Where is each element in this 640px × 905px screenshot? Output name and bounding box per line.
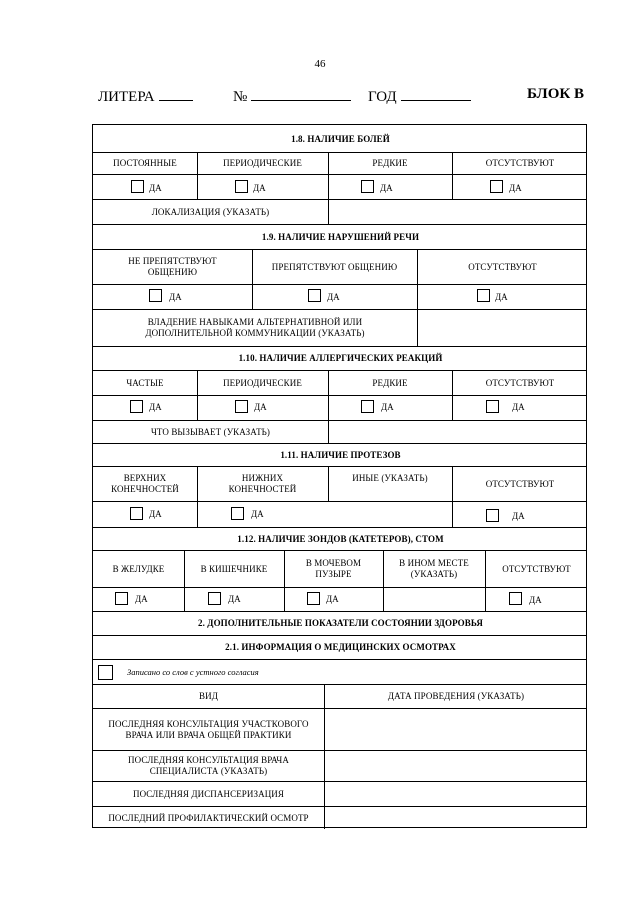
yes-label: ДА — [529, 595, 542, 605]
litera-blank[interactable] — [159, 86, 193, 101]
probes-title: 1.12. НАЛИЧИЕ ЗОНДОВ (КАТЕТЕРОВ), СТОМ — [237, 533, 444, 544]
speech-option-no-obstacle: НЕ ПРЕПЯТСТВУЮТ ОБЩЕНИЮ — [128, 256, 217, 277]
page-number: 46 — [314, 58, 326, 70]
prosthesis-title: 1.11. НАЛИЧИЕ ПРОТЕЗОВ — [280, 449, 401, 460]
yes-label: ДА — [149, 509, 162, 519]
probes-option-stomach: В ЖЕЛУДКЕ — [112, 563, 165, 574]
allergy-absent-checkbox[interactable] — [486, 400, 499, 413]
prosthesis-absent-checkbox[interactable] — [486, 509, 499, 522]
pain-absent-checkbox[interactable] — [490, 180, 503, 193]
probes-option-other: В ИНОМ МЕСТЕ (УКАЗАТЬ) — [399, 558, 469, 579]
yes-label: ДА — [512, 511, 525, 521]
med-row-specialist-consult-date[interactable] — [325, 751, 588, 781]
probes-bladder-checkbox[interactable] — [307, 592, 320, 605]
number-label: № — [233, 89, 248, 105]
allergy-cause-field[interactable] — [329, 421, 588, 443]
yes-label: ДА — [509, 183, 522, 193]
yes-label: ДА — [326, 594, 339, 604]
pain-option-absent: ОТСУТСТВУЮТ — [485, 158, 555, 168]
probes-option-absent: ОТСУТСТВУЮТ — [502, 563, 571, 574]
yes-label: ДА — [512, 402, 525, 412]
prosthesis-option-upper: ВЕРХНИХ КОНЕЧНОСТЕЙ — [111, 473, 179, 494]
year-blank[interactable] — [401, 86, 471, 101]
probes-intestine-checkbox[interactable] — [208, 592, 221, 605]
litera-field — [98, 86, 193, 106]
med-row-gp-consult-date[interactable] — [325, 709, 588, 750]
allergy-option-absent: ОТСУТСТВУЮТ — [485, 377, 555, 388]
speech-option-absent: ОТСУТСТВУЮТ — [468, 261, 537, 272]
pain-option-periodic: ПЕРИОДИЧЕСКИЕ — [223, 158, 302, 168]
consent-checkbox[interactable] — [98, 665, 113, 680]
probes-absent-checkbox[interactable] — [509, 592, 522, 605]
speech-title: 1.9. НАЛИЧИЕ НАРУШЕНИЙ РЕЧИ — [261, 231, 420, 242]
speech-option-obstacle: ПРЕПЯТСТВУЮТ ОБЩЕНИЮ — [271, 261, 398, 272]
yes-label: ДА — [327, 292, 340, 302]
pain-option-constant: ПОСТОЯННЫЕ — [113, 158, 177, 168]
block-label: БЛОК В — [527, 86, 585, 102]
speech-alt-comm-field[interactable] — [418, 310, 588, 346]
probes-option-intestine: В КИШЕЧНИКЕ — [200, 563, 268, 574]
med-col-type: ВИД — [199, 691, 218, 701]
yes-label: ДА — [253, 183, 266, 193]
consent-label: Записано со слов с устного согласия — [127, 667, 259, 677]
probes-other-field[interactable] — [384, 588, 485, 611]
speech-absent-checkbox[interactable] — [477, 289, 490, 302]
pain-title: 1.8. НАЛИЧИЕ БОЛЕЙ — [291, 133, 390, 144]
allergy-option-frequent: ЧАСТЫЕ — [126, 377, 164, 388]
year-label: ГОД — [368, 89, 397, 105]
section-2-title: 2. ДОПОЛНИТЕЛЬНЫЕ ПОКАЗАТЕЛИ СОСТОЯНИИ ЗДОРОВЬЯ — [197, 618, 483, 628]
number-blank[interactable] — [251, 86, 351, 101]
yes-label: ДА — [135, 594, 148, 604]
speech-no-obstacle-checkbox[interactable] — [149, 289, 162, 302]
med-col-date: ДАТА ПРОВЕДЕНИЯ (УКАЗАТЬ) — [387, 691, 525, 701]
allergy-title: 1.10. НАЛИЧИЕ АЛЛЕРГИЧЕСКИХ РЕАКЦИЙ — [238, 353, 443, 363]
number-field — [233, 86, 351, 106]
yes-label: ДА — [251, 509, 264, 519]
med-row-gp-consult: ПОСЛЕДНЯЯ КОНСУЛЬТАЦИЯ УЧАСТКОВОГО ВРАЧА ИЛИ ВРАЧА ОБЩЕЙ ПРАКТИКИ — [108, 718, 309, 740]
prosthesis-other-field[interactable] — [329, 502, 452, 527]
pain-option-rare: РЕДКИЕ — [372, 158, 408, 168]
allergy-periodic-checkbox[interactable] — [235, 400, 248, 413]
med-row-dispensary: ПОСЛЕДНЯЯ ДИСПАНСЕРИЗАЦИЯ — [132, 788, 285, 799]
probes-stomach-checkbox[interactable] — [115, 592, 128, 605]
med-row-specialist-consult: ПОСЛЕДНЯЯ КОНСУЛЬТАЦИЯ ВРАЧА СПЕЦИАЛИСТА (УКАЗАТЬ) — [128, 755, 289, 776]
yes-label: ДА — [254, 402, 267, 412]
yes-label: ДА — [149, 183, 162, 193]
yes-label: ДА — [380, 183, 393, 193]
med-title: 2.1. ИНФОРМАЦИЯ О МЕДИЦИНСКИХ ОСМОТРАХ — [225, 642, 456, 652]
allergy-cause-label: ЧТО ВЫЗЫВАЕТ (УКАЗАТЬ) — [150, 426, 271, 437]
litera-label: ЛИТЕРА — [98, 89, 155, 105]
yes-label: ДА — [228, 594, 241, 604]
med-row-preventive-date[interactable] — [325, 807, 588, 829]
speech-alt-comm-label: ВЛАДЕНИЕ НАВЫКАМИ АЛЬТЕРНАТИВНОЙ ИЛИ ДОПОЛНИТЕЛЬНОЙ КОММУНИКАЦИИ (УКАЗАТЬ) — [145, 317, 365, 338]
pain-localization-label: ЛОКАЛИЗАЦИЯ (УКАЗАТЬ) — [151, 206, 270, 217]
med-row-preventive: ПОСЛЕДНИЙ ПРОФИЛАКТИЧЕСКИЙ ОСМОТР — [108, 812, 309, 823]
year-field — [368, 86, 471, 106]
prosthesis-lower-checkbox[interactable] — [231, 507, 244, 520]
yes-label: ДА — [381, 402, 394, 412]
prosthesis-option-other: ИНЫЕ (УКАЗАТЬ) — [352, 473, 428, 483]
yes-label: ДА — [495, 292, 508, 302]
pain-periodic-checkbox[interactable] — [235, 180, 248, 193]
prosthesis-upper-checkbox[interactable] — [130, 507, 143, 520]
pain-rare-checkbox[interactable] — [361, 180, 374, 193]
allergy-frequent-checkbox[interactable] — [130, 400, 143, 413]
form-table — [92, 124, 587, 828]
speech-obstacle-checkbox[interactable] — [308, 289, 321, 302]
allergy-option-rare: РЕДКИЕ — [372, 377, 408, 388]
probes-option-bladder: В МОЧЕВОМ ПУЗЫРЕ — [305, 558, 362, 579]
pain-constant-checkbox[interactable] — [131, 180, 144, 193]
prosthesis-option-absent: ОТСУТСТВУЮТ — [485, 478, 555, 489]
prosthesis-option-lower: НИЖНИХ КОНЕЧНОСТЕЙ — [228, 473, 297, 494]
allergy-option-periodic: ПЕРИОДИЧЕСКИЕ — [223, 377, 302, 388]
yes-label: ДА — [169, 292, 182, 302]
med-row-dispensary-date[interactable] — [325, 782, 588, 806]
allergy-rare-checkbox[interactable] — [361, 400, 374, 413]
yes-label: ДА — [149, 402, 162, 412]
pain-localization-field[interactable] — [329, 200, 588, 224]
